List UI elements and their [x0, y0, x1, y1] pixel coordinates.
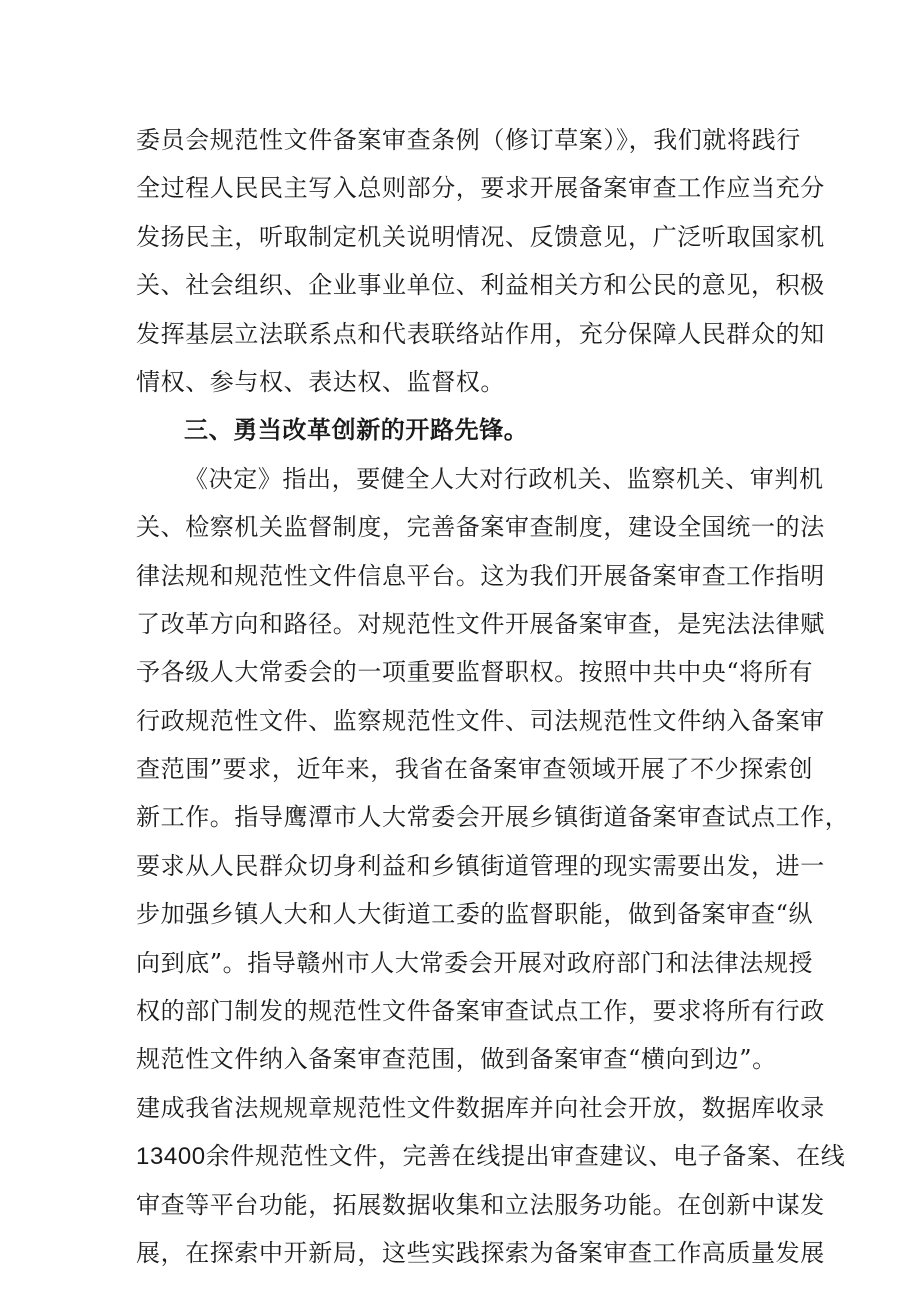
paragraph-line: 予各级人大常委会的一项重要监督职权。按照中共中央“将所有 [136, 658, 814, 687]
paragraph-line: 权的部门制发的规范性文件备案审查试点工作，要求将所有行政 [136, 997, 825, 1026]
paragraph-line: 查范围”要求，近年来，我省在备案审查领域开展了不少探索创 [136, 755, 814, 784]
paragraph-line: 向到底”。指导赣州市人大常委会开展对政府部门和法律法规授 [136, 948, 814, 977]
paragraph-line: 审查等平台功能，拓展数据收集和立法服务功能。在创新中谋发 [136, 1190, 825, 1219]
paragraph-line: 行政规范性文件、监察规范性文件、司法规范性文件纳入备案审 [136, 706, 825, 735]
paragraph-line: 关、社会组织、企业事业单位、利益相关方和公民的意见，积极 [136, 271, 825, 300]
section-heading: 三、勇当改革创新的开路先锋。 [184, 416, 529, 445]
paragraph-line: 发挥基层立法联系点和代表联络站作用，充分保障人民群众的知 [136, 319, 825, 348]
paragraph-line [136, 1132, 846, 1180]
paragraph-line: 新工作。指导鹰潭市人大常委会开展乡镇街道备案审查试点工作， [136, 803, 850, 832]
paragraph-line: 建成我省法规规章规范性文件数据库并向社会开放，数据库收录 [136, 1093, 825, 1122]
paragraph-1 [136, 116, 825, 406]
paragraph-line: 情权、参与权、表达权、监督权。 [136, 367, 505, 396]
paragraph-line: 了改革方向和路径。对规范性文件开展备案审查，是宪法法律赋 [136, 609, 825, 638]
paragraph-line: 要求从人民群众切身利益和乡镇街道管理的现实需要出发，进一 [136, 851, 825, 880]
paragraph-line: 委员会规范性文件备案审查条例（修订草案）》，我们就将践行 [136, 126, 801, 154]
paragraph-3 [136, 1084, 846, 1278]
paragraph-line: 《决定》指出，要健全人大对行政机关、监察机关、审判机 [184, 464, 824, 493]
paragraph-line: 步加强乡镇人大和人大街道工委的监督职能，做到备案审查“纵 [136, 900, 814, 929]
paragraph-line: 规范性文件纳入备案审查范围，做到备案审查“横向到边”。 [136, 1045, 777, 1074]
document-body [136, 116, 850, 1277]
paragraph-line: 发扬民主，听取制定机关说明情况、反馈意见，广泛听取国家机 [136, 222, 825, 251]
document-count-number: 13400 [136, 1143, 206, 1171]
paragraph-line: 律法规和规范性文件信息平台。这为我们开展备案审查工作指明 [136, 561, 825, 590]
paragraph-line-text: 余件规范性文件，完善在线提出审查建议、电子备案、在线 [205, 1142, 846, 1171]
paragraph-line: 全过程人民民主写入总则部分，要求开展备案审查工作应当充分 [136, 174, 825, 203]
paragraph-2 [136, 455, 850, 1084]
paragraph-line: 展，在探索中开新局，这些实践探索为备案审查工作高质量发展 [136, 1238, 825, 1267]
paragraph-line: 关、检察机关监督制度，完善备案审查制度，建设全国统一的法 [136, 513, 825, 542]
